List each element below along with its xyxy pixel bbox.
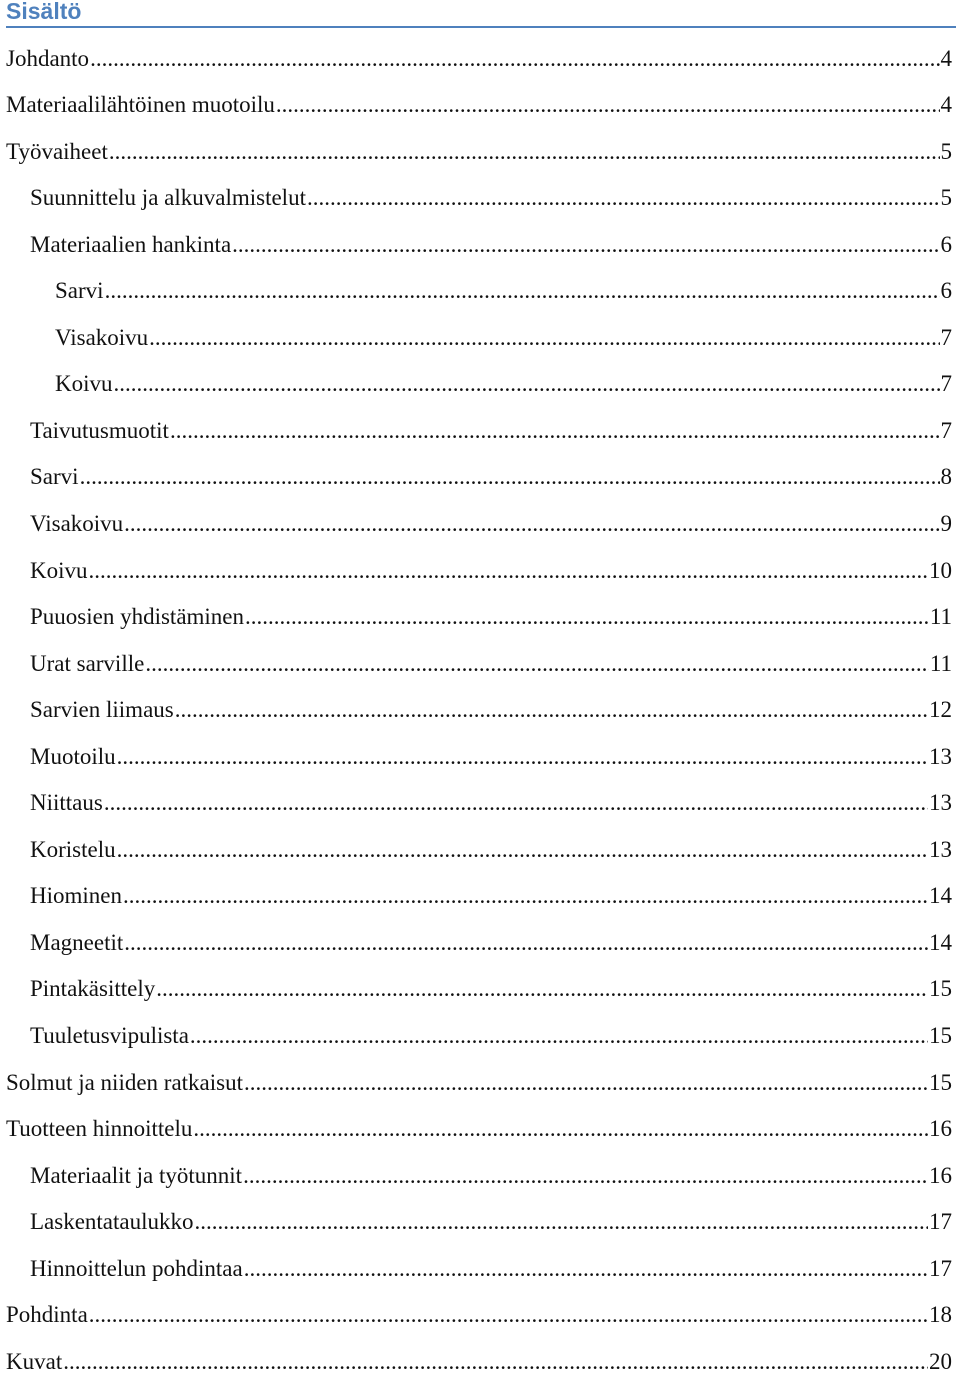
dot-leader [149,325,939,351]
toc-entry-page-number[interactable]: 16 [929,1163,960,1189]
toc-entry-page-number[interactable]: 10 [929,558,960,584]
toc-entry[interactable] [0,872,960,919]
dot-leader [244,1256,928,1282]
dot-leader [276,92,940,118]
toc-entry[interactable] [0,1058,960,1105]
toc-entry-label[interactable]: Työvaiheet [6,139,108,165]
dot-leader [307,185,940,211]
toc-entry-label[interactable]: Koristelu [30,837,116,863]
toc-entry-page-number[interactable]: 17 [929,1256,960,1282]
toc-entry[interactable] [0,267,960,314]
toc-entry-page-number[interactable]: 9 [941,511,960,537]
toc-entry-label[interactable]: Visakoivu [55,325,148,351]
dot-leader [156,976,928,1002]
toc-entry-page-number[interactable]: 5 [941,139,960,165]
dot-leader [90,46,939,72]
toc-entry[interactable] [0,918,960,965]
toc-entry-page-number[interactable]: 4 [941,92,960,118]
toc-entry[interactable] [0,360,960,407]
dot-leader [89,558,929,584]
dot-leader [80,464,940,490]
dot-leader [109,139,940,165]
toc-list [0,34,960,1384]
toc-entry-page-number[interactable]: 13 [929,837,960,863]
dot-leader [104,790,928,816]
dot-leader [89,1302,928,1328]
dot-leader [145,651,929,677]
toc-entry-page-number[interactable]: 18 [929,1302,960,1328]
toc-entry-page-number[interactable]: 6 [941,278,960,304]
dot-leader [175,697,928,723]
toc-entry-page-number[interactable]: 7 [941,418,960,444]
toc-entry-label[interactable]: Materiaalit ja työtunnit [30,1163,242,1189]
toc-entry-label[interactable]: Koivu [55,371,113,397]
toc-entry-label[interactable]: Hinnoittelun pohdintaa [30,1256,243,1282]
toc-entry[interactable] [0,1105,960,1152]
toc-entry[interactable] [0,313,960,360]
toc-entry-page-number[interactable]: 17 [929,1209,960,1235]
toc-entry[interactable] [0,1011,960,1058]
dot-leader [232,232,939,258]
toc-entry-label[interactable]: Hiominen [30,883,122,909]
toc-entry-page-number[interactable]: 6 [941,232,960,258]
toc-entry-label[interactable]: Johdanto [6,46,89,72]
toc-entry[interactable] [0,127,960,174]
toc-entry-label[interactable]: Taivutusmuotit [30,418,169,444]
dot-leader [114,371,940,397]
dot-leader [117,744,928,770]
dot-leader [243,1163,928,1189]
toc-entry[interactable] [0,1291,960,1338]
dot-leader [63,1349,928,1375]
toc-entry-page-number[interactable]: 15 [929,1023,960,1049]
dot-leader [117,837,928,863]
toc-entry-label[interactable]: Kuvat [6,1349,62,1375]
toc-entry[interactable] [0,34,960,81]
toc-title: Sisältö [6,0,81,24]
toc-entry-page-number[interactable]: 12 [929,697,960,723]
toc-entry[interactable] [0,593,960,640]
toc-entry-label[interactable]: Visakoivu [30,511,123,537]
toc-entry[interactable] [0,825,960,872]
toc-entry-page-number[interactable]: 4 [941,46,960,72]
dot-leader [193,1116,928,1142]
toc-entry-page-number[interactable]: 5 [941,185,960,211]
toc-entry-page-number[interactable]: 11 [930,604,960,630]
dot-leader [123,883,928,909]
toc-entry[interactable] [0,732,960,779]
toc-entry-label[interactable]: Materiaalilähtöinen muotoilu [6,92,275,118]
toc-entry-page-number[interactable]: 14 [929,883,960,909]
toc-entry[interactable] [0,406,960,453]
dot-leader [190,1023,928,1049]
toc-entry-label[interactable]: Urat sarville [30,651,144,677]
toc-entry-page-number[interactable]: 14 [929,930,960,956]
toc-entry[interactable] [0,81,960,128]
dot-leader [124,930,928,956]
toc-entry[interactable] [0,453,960,500]
dot-leader [195,1209,928,1235]
toc-entry-page-number[interactable]: 15 [929,1070,960,1096]
toc-entry-page-number[interactable]: 8 [941,464,960,490]
toc-entry-page-number[interactable]: 13 [929,790,960,816]
toc-entry[interactable] [0,499,960,546]
toc-entry-page-number[interactable]: 7 [941,325,960,351]
toc-entry-label[interactable]: Sarvi [30,464,79,490]
toc-entry[interactable] [0,546,960,593]
toc-entry-label[interactable]: Sarvi [55,278,104,304]
toc-entry[interactable] [0,1337,960,1384]
toc-entry-label[interactable]: Suunnittelu ja alkuvalmistelut [30,185,306,211]
toc-entry[interactable] [0,220,960,267]
toc-entry-label[interactable]: Magneetit [30,930,123,956]
toc-entry[interactable] [0,1151,960,1198]
dot-leader [124,511,939,537]
toc-entry-label[interactable]: Niittaus [30,790,103,816]
toc-entry-page-number[interactable]: 7 [941,371,960,397]
toc-heading [6,0,956,28]
toc-entry[interactable] [0,1244,960,1291]
dot-leader [105,278,940,304]
toc-entry[interactable] [0,965,960,1012]
toc-entry-label[interactable]: Koivu [30,558,88,584]
dot-leader [245,604,929,630]
toc-entry-label[interactable]: Sarvien liimaus [30,697,174,723]
toc-entry[interactable] [0,174,960,221]
toc-entry-label[interactable]: Tuuletusvipulista [30,1023,189,1049]
toc-entry-page-number[interactable]: 11 [930,651,960,677]
toc-entry-label[interactable]: Solmut ja niiden ratkaisut [6,1070,243,1096]
toc-entry-page-number[interactable]: 15 [929,976,960,1002]
toc-entry[interactable] [0,686,960,733]
dot-leader [244,1070,928,1096]
toc-entry[interactable] [0,639,960,686]
toc-entry-label[interactable]: Muotoilu [30,744,116,770]
toc-entry-page-number[interactable]: 16 [929,1116,960,1142]
toc-entry-label[interactable]: Tuotteen hinnoittelu [6,1116,192,1142]
toc-entry[interactable] [0,779,960,826]
toc-entry[interactable] [0,1198,960,1245]
toc-entry-page-number[interactable]: 20 [929,1349,960,1375]
toc-entry-label[interactable]: Materiaalien hankinta [30,232,231,258]
toc-entry-label[interactable]: Pohdinta [6,1302,88,1328]
toc-entry-page-number[interactable]: 13 [929,744,960,770]
toc-entry-label[interactable]: Puuosien yhdistäminen [30,604,244,630]
dot-leader [170,418,940,444]
toc-entry-label[interactable]: Pintakäsittely [30,976,155,1002]
toc-entry-label[interactable]: Laskentataulukko [30,1209,194,1235]
